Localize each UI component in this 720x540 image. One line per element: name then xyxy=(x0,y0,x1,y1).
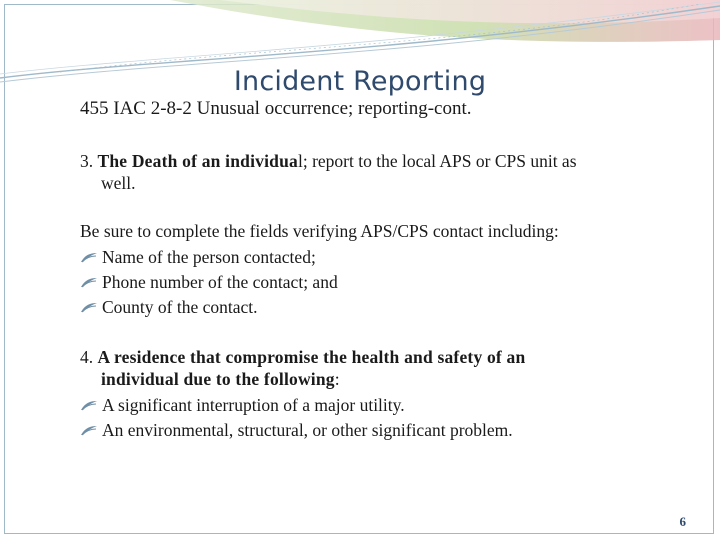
be-sure-bullet-list xyxy=(80,245,690,320)
swoosh-bullet-icon xyxy=(80,400,98,411)
item-4-bullet-list xyxy=(80,393,690,443)
swoosh-bullet-icon xyxy=(80,302,98,313)
item-4-wrap-bold: individual due to the following xyxy=(101,369,335,389)
item-4-bold-text: A residence that compromise the health and safety of an xyxy=(97,347,526,367)
swoosh-bullet-icon xyxy=(80,277,98,288)
item-3-rest-text: l; report to the local APS or CPS unit as xyxy=(297,151,577,171)
item-3-number: 3. xyxy=(80,151,94,171)
be-sure-section xyxy=(80,220,690,320)
be-sure-intro: Be sure to complete the fields verifying APS/CPS contact including: xyxy=(80,221,559,241)
item-3-bold-text: The Death of an individua xyxy=(97,151,298,171)
item-4-section xyxy=(80,346,690,443)
item-3-wrap-text: well. xyxy=(101,173,136,193)
list-item: A significant interruption of a major utility. xyxy=(80,393,690,418)
item-3-paragraph xyxy=(80,150,690,194)
slide-subtitle: 455 IAC 2-8-2 Unusual occurrence; reporting-cont. xyxy=(80,98,472,119)
item-4-paragraph xyxy=(80,346,690,390)
slide-title: Incident Reporting xyxy=(233,66,487,97)
list-item: Name of the person contacted; xyxy=(80,245,690,270)
swoosh-bullet-icon xyxy=(80,252,98,263)
list-item: An environmental, structural, or other significant problem. xyxy=(80,418,690,443)
item-4-wrap-tail: : xyxy=(334,369,340,389)
list-item: County of the contact. xyxy=(80,295,690,320)
list-item: Phone number of the contact; and xyxy=(80,270,690,295)
page-number: 6 xyxy=(679,514,686,529)
item-4-number: 4. xyxy=(80,347,94,367)
swoosh-bullet-icon xyxy=(80,425,98,436)
